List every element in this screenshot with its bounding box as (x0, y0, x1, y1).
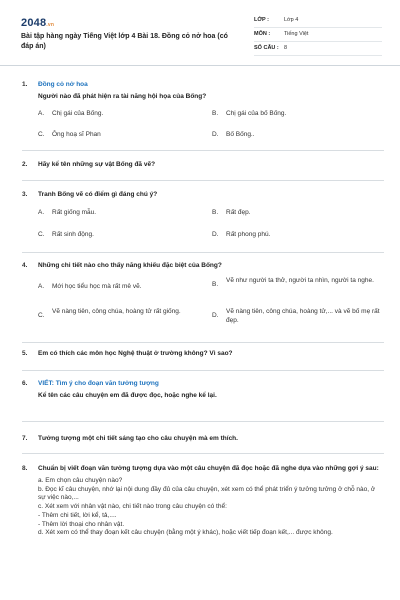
meta-row-subject (254, 28, 382, 42)
question-text: Hãy kể tên những sự vật Bống đã vẽ? (38, 161, 156, 168)
meta-key: MÔN : (254, 30, 271, 37)
option-text: Mới học tiểu học mà rất mê vẽ. (52, 282, 142, 290)
option-letter: D. (212, 130, 219, 138)
divider (22, 342, 384, 343)
option-text: Rất giống mẫu. (52, 208, 97, 216)
option-c[interactable] (38, 131, 198, 140)
hint-line: d. Xét xem có thể thay đoạn kết câu chuyện (bằng một ý khác), hoặc viết tiếp đoạn kết,... được không. (38, 529, 333, 537)
question-2 (22, 161, 384, 170)
option-text: Rất đẹp. (226, 208, 251, 216)
question-number: 7. (22, 435, 28, 442)
option-text: Vẽ nàng tiên, công chúa, hoàng tử rất giống. (52, 307, 181, 315)
option-letter: C. (38, 130, 45, 138)
section-title: VIẾT: Tìm ý cho đoạn văn tưởng tượng (38, 380, 159, 387)
question-6 (22, 380, 384, 401)
option-text: Rất sinh động. (52, 230, 94, 238)
option-b[interactable] (212, 209, 372, 218)
divider (22, 150, 384, 151)
option-letter: B. (212, 208, 219, 216)
option-a[interactable] (38, 283, 198, 292)
question-number: 6. (22, 380, 28, 387)
question-text: Người nào đã phát hiện ra tài năng hội họa của Bống? (38, 92, 207, 100)
option-text: Vẽ như người ta thở, người ta nhìn, người ta nghe. (226, 276, 374, 284)
hint-line: b. Đọc kĩ câu chuyện, nhớ lại nội dung đầy đủ của câu chuyện, xét xem có thể phát triển ý tưởng tưởng ở chỗ nào, ở sự việc nào,... (38, 485, 376, 502)
option-a[interactable] (38, 110, 198, 119)
option-text: Chị gái của bố Bống. (226, 109, 287, 117)
option-letter: A. (38, 282, 45, 290)
question-4 (22, 262, 384, 324)
divider (22, 421, 384, 422)
option-b[interactable] (212, 277, 382, 290)
page-header (0, 0, 400, 66)
question-number: 2. (22, 161, 28, 168)
question-number: 5. (22, 350, 28, 357)
option-letter: C. (38, 230, 45, 238)
option-d[interactable] (212, 131, 372, 140)
option-text: Ông hoạ sĩ Phan (52, 130, 101, 138)
option-letter: B. (212, 280, 219, 288)
divider (22, 370, 384, 371)
hint-line: - Thêm chi tiết, lời kể, tả,.... (38, 511, 117, 519)
divider (22, 453, 384, 454)
option-d[interactable] (212, 231, 372, 240)
option-text: Vẽ nàng tiên, công chúa, hoàng tử,... và vẽ bố mẹ rất đẹp. (226, 307, 380, 324)
question-text: Chuẩn bị viết đoạn văn tưởng tượng dựa vào một câu chuyện đã đọc hoặc đã nghe dựa vào những gợi ý sau: (38, 465, 379, 472)
question-text: Tưởng tượng một chi tiết sáng tạo cho câu chuyện mà em thích. (38, 435, 238, 442)
option-text: Bố Bống.. (226, 130, 255, 138)
meta-value: Tiếng Việt (284, 30, 309, 37)
option-letter: C. (38, 311, 45, 319)
question-number: 4. (22, 262, 28, 269)
option-c[interactable] (38, 231, 198, 240)
question-number: 8. (22, 465, 28, 472)
logo-text: 2048 (21, 17, 47, 29)
question-7 (22, 435, 384, 444)
question-text: Những chi tiết nào cho thấy năng khiếu đặc biệt của Bống? (38, 262, 222, 269)
option-d[interactable] (212, 308, 382, 326)
option-text: Chị gái của Bống. (52, 109, 104, 117)
site-logo[interactable] (21, 16, 54, 31)
question-text: Kể tên các câu chuyện em đã được đọc, hoặc nghe kể lại. (38, 391, 217, 399)
option-letter: D. (212, 311, 219, 319)
option-c[interactable] (38, 308, 198, 321)
hint-line: a. Em chọn câu chuyện nào? (38, 476, 123, 484)
hint-line: - Thêm lời thoại cho nhân vật. (38, 520, 125, 528)
meta-key: LỚP : (254, 16, 269, 23)
hint-list (38, 477, 384, 538)
document-title: Bài tập hàng ngày Tiếng Việt lớp 4 Bài 18. Đồng cỏ nở hoa (có đáp án) (21, 33, 228, 51)
meta-value: Lớp 4 (284, 16, 299, 23)
option-b[interactable] (212, 110, 372, 119)
question-5 (22, 350, 384, 359)
option-letter: A. (38, 109, 45, 117)
meta-row-count (254, 42, 382, 56)
meta-key: SỐ CÂU : (254, 44, 279, 51)
question-text: Em có thích các môn học Nghệ thuật ở trường không? Vì sao? (38, 350, 233, 357)
option-text: Rất phong phú. (226, 230, 271, 238)
section-title: Đồng cỏ nở hoa (38, 81, 88, 88)
meta-row-class (254, 14, 382, 28)
option-letter: A. (38, 208, 45, 216)
option-letter: B. (212, 109, 219, 117)
question-8 (22, 465, 384, 538)
meta-value: 8 (284, 44, 288, 51)
question-number: 1. (22, 81, 28, 88)
meta-table (254, 14, 382, 56)
question-number: 3. (22, 191, 28, 198)
hint-line: c. Xét xem với nhân vật nào, chi tiết nào trong câu chuyện có thể: (38, 503, 227, 511)
question-3 (22, 191, 384, 238)
option-letter: D. (212, 230, 219, 238)
divider (22, 180, 384, 181)
question-text: Tranh Bống vẽ có điểm gì đáng chú ý? (38, 191, 158, 198)
option-a[interactable] (38, 209, 198, 218)
logo-suffix: .vn (46, 22, 55, 28)
question-1 (22, 81, 384, 151)
divider (22, 252, 384, 253)
